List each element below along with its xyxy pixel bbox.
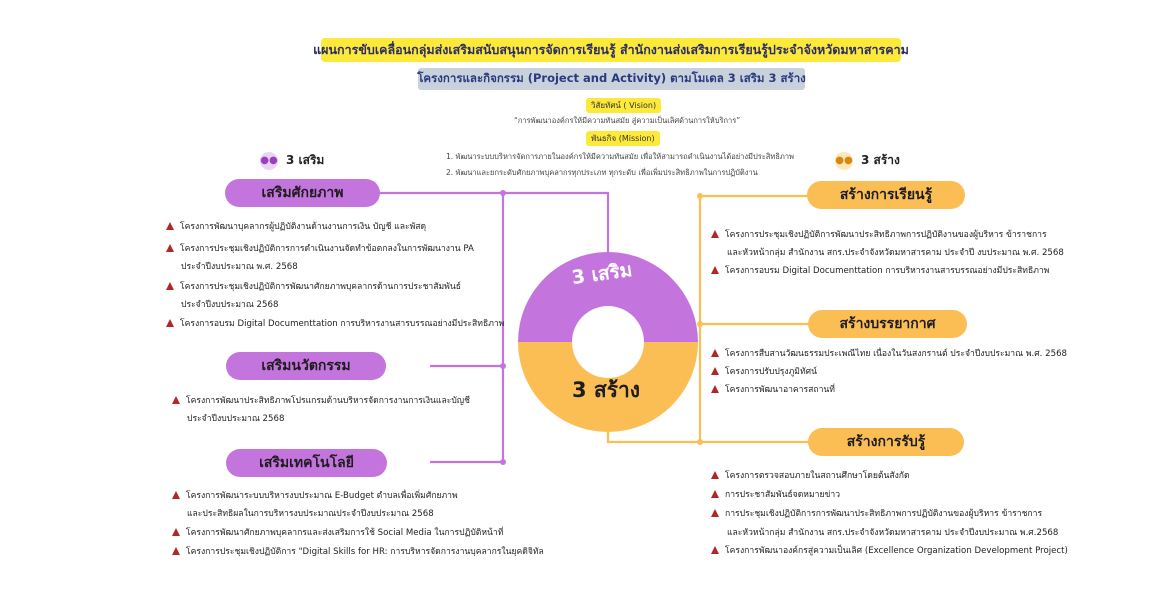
list-item: โครงการพัฒนาประสิทธิภาพโปรแกรมด้านบริหารจัดการงานการเงินและบัญชี [172, 395, 470, 407]
triangle-bullet-icon [711, 385, 719, 393]
right-header-label: 3 สร้าง [861, 153, 900, 167]
donut-top-label: 3 เสริม [570, 258, 634, 290]
mission-item: 1. พัฒนาระบบบริหารจัดการภายในองค์กรให้มีความทันสมัย เพื่อให้สามารถดำเนินงานได้อย่างมีประสิทธิภาพ [446, 152, 794, 161]
page-subtitle: โครงการและกิจกรรม (Project and Activity) ตามโมเดล 3 เสริม 3 สร้าง [418, 68, 805, 90]
page-title: แผนการขับเคลื่อนกลุ่มส่งเสริมสนับสนุนการจัดการเรียนรู้ สำนักงานส่งเสริมการเรียนรู้ประจำจังหวัดมหาสารคาม [321, 38, 901, 62]
triangle-bullet-icon [711, 509, 719, 517]
list-item: โครงการประชุมเชิงปฏิบัติการพัฒนาประสิทธิภาพการปฏิบัติงานของผู้บริหาร ข้าราชการ [711, 229, 1047, 241]
list-item: โครงการสืบสานวัฒนธรรมประเพณีไทย เนื่องในวันสงกรานต์ ประจำปีงบประมาณ พ.ศ. 2568 [711, 348, 1067, 360]
triangle-bullet-icon [711, 349, 719, 357]
list-item: โครงการพัฒนาอาคารสถานที่ [711, 384, 835, 396]
list-item: โครงการตรวจสอบภายในสถานศึกษาโดยต้นสังกัด [711, 470, 910, 482]
list-item: โครงการพัฒนาศักยภาพบุคลากรและส่งเสริมการใช้ Social Media ในการปฏิบัติหน้าที่ [172, 527, 503, 539]
donut-bottom-label: 3 สร้าง [571, 378, 641, 402]
triangle-bullet-icon [711, 230, 719, 238]
list-item: โครงการอบรม Digital Documenttation การบริหารงานสารบรรณอย่างมีประสิทธิภาพ [166, 318, 504, 330]
people-icon: ●● [835, 152, 853, 170]
list-item: การประชุมเชิงปฏิบัติการการพัฒนาประสิทธิภาพการปฏิบัติงานของผู้บริหาร ข้าราชการ [711, 508, 1042, 520]
list-item-continuation: ประจำปีงบประมาณ 2568 [187, 414, 285, 424]
center-donut [514, 248, 702, 436]
list-item: โครงการปรับปรุงภูมิทัศน์ [711, 366, 817, 378]
vision-text: “การพัฒนาองค์กรให้มีความทันสมัย สู่ความเป็นเลิศด้านการให้บริการ” [514, 116, 741, 125]
triangle-bullet-icon [172, 547, 180, 555]
triangle-bullet-icon [166, 319, 174, 327]
triangle-bullet-icon [711, 367, 719, 375]
group-title-potential: เสริมศักยภาพ [225, 179, 380, 207]
list-item: โครงการพัฒนาระบบบริหารงบประมาณ E-Budget ตำบลเพื่อเพิ่มศักยภาพ [172, 490, 458, 502]
triangle-bullet-icon [166, 282, 174, 290]
triangle-bullet-icon [172, 528, 180, 536]
list-item: โครงการอบรม Digital Documenttation การบริหารงานสารบรรณอย่างมีประสิทธิภาพ [711, 265, 1049, 277]
triangle-bullet-icon [711, 266, 719, 274]
triangle-bullet-icon [172, 491, 180, 499]
vision-label: วิสัยทัศน์ ( Vision) [586, 98, 661, 113]
group-title-innovation: เสริมนวัตกรรม [226, 352, 386, 380]
left-header [260, 151, 324, 170]
mission-label: พันธกิจ (Mission) [586, 131, 660, 146]
group-title-learning: สร้างการเรียนรู้ [807, 181, 965, 209]
triangle-bullet-icon [166, 244, 174, 252]
list-item-continuation: และประสิทธิผลในการบริหารงบประมาณประจำปีงบประมาณ 2568 [187, 509, 434, 519]
list-item: โครงการพัฒนาองค์กรสู่ความเป็นเลิศ (Excellence Organization Development Project) [711, 545, 1068, 557]
group-title-technology: เสริมเทคโนโลยี [226, 449, 387, 477]
list-item: การประชาสัมพันธ์จดหมายข่าว [711, 489, 840, 501]
list-item-continuation: ประจำปีงบประมาณ 2568 [181, 300, 279, 310]
triangle-bullet-icon [711, 546, 719, 554]
list-item-continuation: และหัวหน้ากลุ่ม สำนักงาน สกร.ประจำจังหวัดมหาสารคาม ประจำปี งบประมาณ พ.ศ. 2568 [727, 248, 1064, 258]
triangle-bullet-icon [172, 396, 180, 404]
left-header-label: 3 เสริม [286, 153, 325, 167]
list-item-continuation: และหัวหน้ากลุ่ม สำนักงาน สกร.ประจำจังหวัดมหาสารคาม ประจำปีงบประมาณ พ.ศ.2568 [727, 528, 1059, 538]
list-item: โครงการประชุมเชิงปฏิบัติการพัฒนาศักยภาพบุคลากรด้านการประชาสัมพันธ์ [166, 281, 461, 293]
list-item: โครงการประชุมเชิงปฏิบัติการการดำเนินงานจัดทำข้อตกลงในการพัฒนางาน PA [166, 243, 474, 255]
people-icon: ●● [260, 152, 278, 170]
group-title-awareness: สร้างการรับรู้ [808, 428, 964, 456]
list-item: โครงการพัฒนาบุคลากรผู้ปฏิบัติงานด้านงานการเงิน บัญชี และพัสดุ [166, 221, 426, 233]
list-item-continuation: ประจำปีงบประมาณ พ.ศ. 2568 [181, 262, 298, 272]
triangle-bullet-icon [711, 471, 719, 479]
group-title-atmosphere: สร้างบรรยากาศ [808, 310, 967, 338]
triangle-bullet-icon [711, 490, 719, 498]
right-header [835, 151, 900, 170]
mission-item: 2. พัฒนาและยกระดับศักยภาพบุคลากรทุกประเภท ทุกระดับ เพื่อเพิ่มประสิทธิภาพในการปฏิบัติงาน [446, 168, 758, 177]
list-item: โครงการประชุมเชิงปฏิบัติการ "Digital Skills for HR: การบริหารจัดการงานบุคลากรในยุคดิจิทัล [172, 546, 544, 558]
triangle-bullet-icon [166, 222, 174, 230]
